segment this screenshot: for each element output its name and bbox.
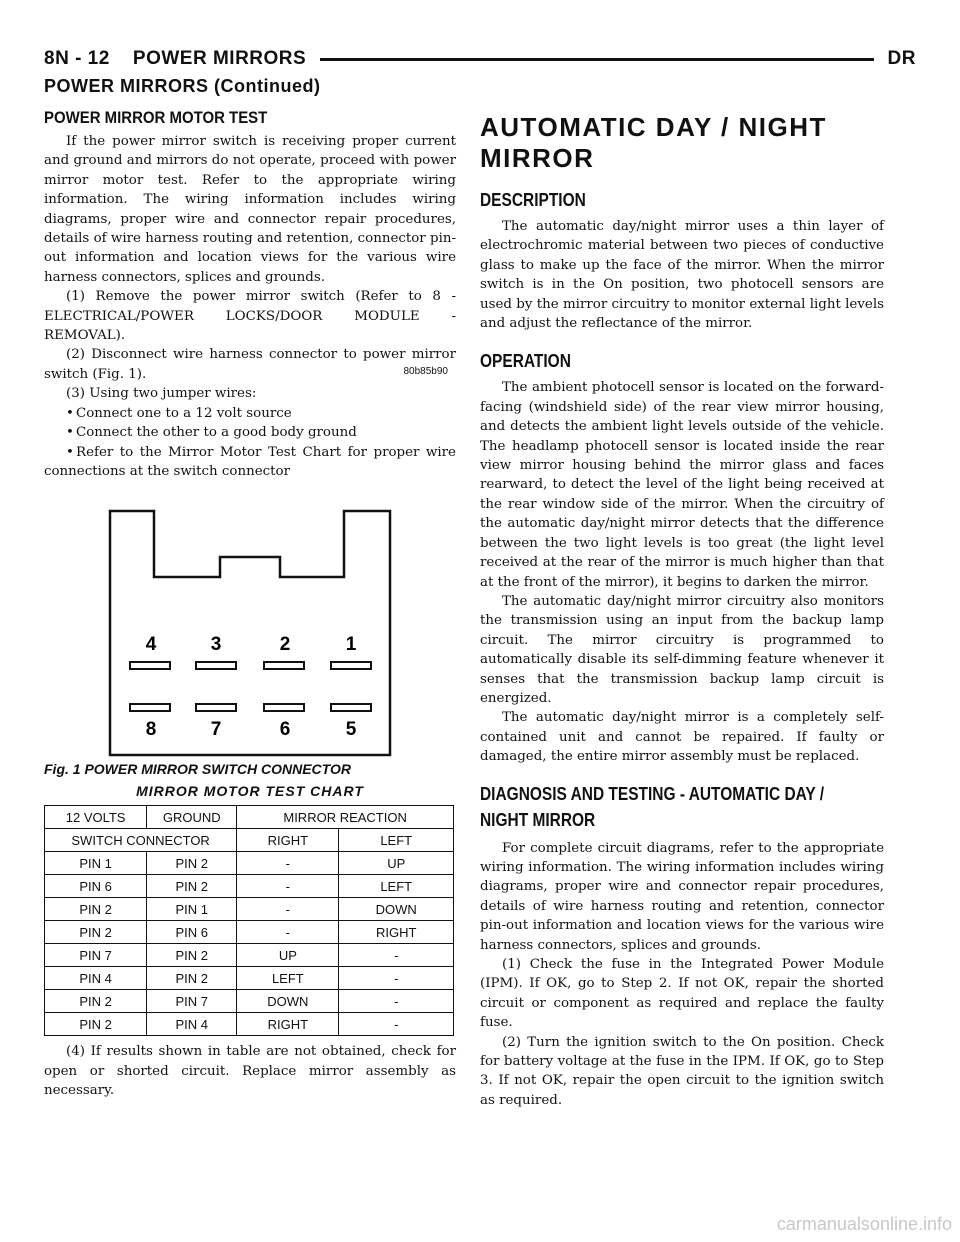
table-row: PIN 4 PIN 2 LEFT - <box>45 967 454 990</box>
diagnosis-step: (2) Turn the ignition switch to the On position. Check for battery voltage at the fuse in the IPM. If OK, go to Step 3. If not OK, repair the open circuit to the ignition switch as required. <box>480 1034 884 1108</box>
table-row: PIN 2 PIN 6 - RIGHT <box>45 921 454 944</box>
figure-caption: Fig. 1 POWER MIRROR SWITCH CONNECTOR <box>44 761 351 778</box>
pin-slot <box>130 662 170 669</box>
table-header-cell: RIGHT <box>237 829 339 852</box>
operation-paragraph: The ambient photocell sensor is located on the forward-facing (windshield side) of the rear view mirror housing, and detects the ambient light levels outside of the vehicle. The headlamp photocell sensor is located inside the rear view mirror housing behind the mirror glass and faces rearward, to detect the level of the light being received at the rear window side of the mirror. When the circuitry of the automatic day/night mirror detects that the difference between the two light levels is too great (the light level received at the rear of the mirror is much higher than that at the front of the mirror), it begins to darken the mirror. <box>480 380 884 590</box>
pin-slot <box>196 662 236 669</box>
table-row: PIN 1 PIN 2 - UP <box>45 852 454 875</box>
table-header-cell: LEFT <box>339 829 454 852</box>
step-1: (1) Remove the power mirror switch (Refer to 8 - ELECTRICAL/POWER LOCKS/DOOR MODULE - REMOVAL). <box>44 289 456 344</box>
header-section-label: 8N - 12 POWER MIRRORS <box>44 48 307 69</box>
pin-slot <box>196 704 236 711</box>
operation-paragraph: The automatic day/night mirror circuitry also monitors the transmission using an input from the backup lamp circuit. The mirror circuitry is programmed to automatically disable its self-dimming feature whenever it senses that the transmission backup lamp circuit is energized. <box>480 593 884 706</box>
bullet-item: • Refer to the Mirror Motor Test Chart for proper wire connections at the switch connector <box>44 444 456 479</box>
bullet-item: • Connect one to a 12 volt source <box>44 404 456 423</box>
table-header-row <box>45 806 454 829</box>
pin-slot <box>331 662 371 669</box>
step-3: (3) Using two jumper wires: <box>66 386 257 402</box>
table-row: PIN 7 PIN 2 UP - <box>45 944 454 967</box>
table-header-cell: GROUND <box>147 806 237 829</box>
table-header-cell: 12 VOLTS <box>45 806 147 829</box>
pin-label: 8 <box>145 719 157 741</box>
diagnosis-paragraph: For complete circuit diagrams, refer to the appropriate wiring information. The wiring information includes wiring diagrams, proper wire and connector repair procedures, details of wire harness routing and retention, connector pin-out information and location views for the various wire harness connectors, splices and grounds. <box>480 840 884 953</box>
switch-connector-diagram <box>44 509 456 757</box>
step-2: (2) Disconnect wire harness connector to power mirror switch (Fig. 1). <box>44 347 456 382</box>
motor-test-heading: POWER MIRROR MOTOR TEST <box>44 108 268 127</box>
operation-heading: OPERATION <box>480 351 571 372</box>
bullet-icon: • <box>66 425 74 441</box>
pin-label: 1 <box>345 634 357 656</box>
pin-label: 3 <box>210 634 222 656</box>
table-row: PIN 2 PIN 4 RIGHT - <box>45 1013 454 1036</box>
figure-id: 80b85b90 <box>403 366 448 377</box>
pin-label: 2 <box>279 634 291 656</box>
header-manual-code: DR <box>887 48 916 69</box>
table-row: PIN 6 PIN 2 - LEFT <box>45 875 454 898</box>
description-heading: DESCRIPTION <box>480 190 586 210</box>
right-column <box>480 108 884 1110</box>
pin-slot <box>331 704 371 711</box>
table-header-cell: SWITCH CONNECTOR <box>45 829 237 852</box>
pin-slot <box>264 704 304 711</box>
motor-test-intro: If the power mirror switch is receiving proper current and ground and mirrors do not operate, proceed with power mirror motor test. Refer to the appropriate wiring information. The wiring information includes wiring diagrams, proper wire and connector repair procedures, details of wire harness routing and retention, connector pin-out information and location views for the various wire harness connectors, splices and grounds. <box>44 134 456 285</box>
pin-slot <box>264 662 304 669</box>
diagnosis-heading-line: DIAGNOSIS AND TESTING - AUTOMATIC DAY / <box>480 783 825 804</box>
mirror-motor-test-table <box>44 805 454 1036</box>
pin-label: 6 <box>279 719 291 741</box>
test-chart-title: MIRROR MOTOR TEST CHART <box>136 783 364 800</box>
bullet-item: • Connect the other to a good body ground <box>44 423 456 442</box>
table-row: PIN 2 PIN 1 - DOWN <box>45 898 454 921</box>
pin-label: 4 <box>145 634 157 656</box>
pin-label: 5 <box>345 719 357 741</box>
page-header <box>44 44 916 74</box>
operation-paragraph: The automatic day/night mirror is a completely self-contained unit and cannot be repaired. If faulty or damaged, the entire mirror assembly must be replaced. <box>480 710 884 765</box>
left-column <box>44 108 456 1101</box>
table-row: PIN 2 PIN 7 DOWN - <box>45 990 454 1013</box>
section-title: AUTOMATIC DAY / NIGHT MIRROR <box>480 112 827 173</box>
description-text: The automatic day/night mirror uses a thin layer of electrochromic material between two pieces of conductive glass to make up the face of the mirror. When the mirror switch is in the On position, two photocell sensors are used by the mirror circuitry to monitor external light levels and adjust the reflectance of the mirror. <box>480 219 884 332</box>
table-header-cell: MIRROR REACTION <box>237 806 454 829</box>
pin-label: 7 <box>210 719 222 741</box>
connector-figure <box>44 509 456 757</box>
continued-title: POWER MIRRORS (Continued) <box>44 76 321 96</box>
diagnosis-step: (1) Check the fuse in the Integrated Power Module (IPM). If OK, go to Step 2. If not OK, repair the shorted circuit or component as required and replace the faulty fuse. <box>480 957 884 1031</box>
diagnosis-heading <box>480 781 827 833</box>
step-4: (4) If results shown in table are not obtained, check for open or shorted circuit. Replace mirror assembly as necessary. <box>44 1044 456 1099</box>
diagnosis-heading-line: NIGHT MIRROR <box>480 809 596 830</box>
header-rule <box>320 58 873 61</box>
table-header-row <box>45 829 454 852</box>
bullet-icon: • <box>66 444 74 460</box>
pin-slot <box>130 704 170 711</box>
bullet-icon: • <box>66 405 74 421</box>
watermark: carmanualsonline.info <box>776 1214 952 1234</box>
jumper-bullets <box>44 404 456 482</box>
